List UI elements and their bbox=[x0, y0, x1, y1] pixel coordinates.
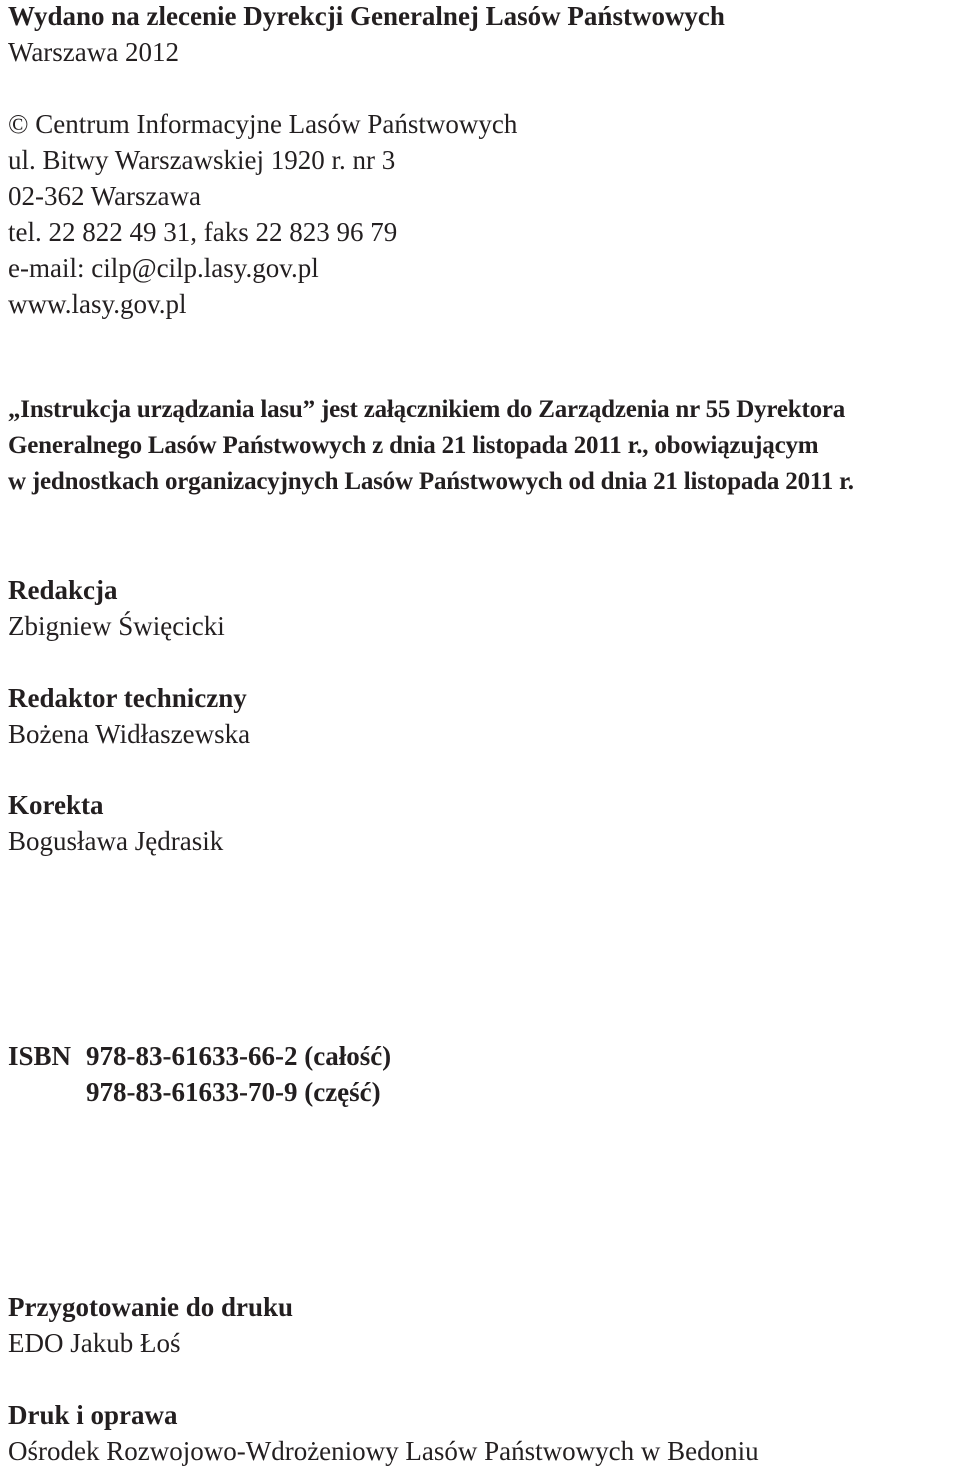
production-role-printing: Druk i oprawa bbox=[8, 1400, 178, 1430]
website-address: www.lasy.gov.pl bbox=[8, 289, 187, 319]
isbn-part: 978-83-61633-70-9 (część) bbox=[86, 1077, 381, 1107]
notice-line-1: „Instrukcja urządzania lasu” jest załącznikiem do Zarządzenia nr 55 Dyrektora bbox=[8, 396, 846, 423]
phone-fax: tel. 22 822 49 31, faks 22 823 96 79 bbox=[8, 217, 398, 247]
copyright-holder: © Centrum Informacyjne Lasów Państwowych bbox=[8, 109, 518, 139]
credit-role-technical-editor: Redaktor techniczny bbox=[8, 683, 247, 713]
isbn-whole: 978-83-61633-66-2 (całość) bbox=[86, 1041, 392, 1071]
commissioned-by: Wydano na zlecenie Dyrekcji Generalnej Lasów Państwowych bbox=[8, 1, 725, 31]
place-year: Warszawa 2012 bbox=[8, 37, 180, 67]
production-name-prepress: EDO Jakub Łoś bbox=[8, 1328, 181, 1358]
address-street: ul. Bitwy Warszawskiej 1920 r. nr 3 bbox=[8, 145, 396, 175]
credit-name-editor: Zbigniew Święcicki bbox=[8, 611, 225, 641]
credit-name-technical-editor: Bożena Widłaszewska bbox=[8, 719, 251, 749]
credit-role-editor: Redakcja bbox=[8, 575, 118, 605]
email-address: e-mail: cilp@cilp.lasy.gov.pl bbox=[8, 253, 319, 283]
production-name-printing: Ośrodek Rozwojowo-Wdrożeniowy Lasów Państwowych w Bedoniu bbox=[8, 1436, 759, 1466]
notice-line-3: w jednostkach organizacyjnych Lasów Państwowych od dnia 21 listopada 2011 r. bbox=[8, 468, 854, 495]
production-role-prepress: Przygotowanie do druku bbox=[8, 1292, 294, 1322]
address-postal: 02-362 Warszawa bbox=[8, 181, 202, 211]
notice-line-2: Generalnego Lasów Państwowych z dnia 21 listopada 2011 r., obowiązującym bbox=[8, 432, 819, 459]
credit-name-proofreading: Bogusława Jędrasik bbox=[8, 826, 224, 856]
credit-role-proofreading: Korekta bbox=[8, 790, 104, 820]
isbn-label: ISBN bbox=[8, 1041, 72, 1071]
